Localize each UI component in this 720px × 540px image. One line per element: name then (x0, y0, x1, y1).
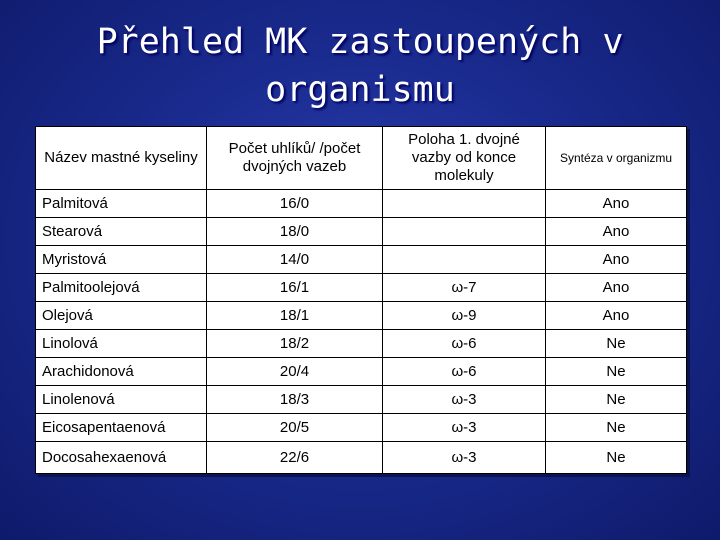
cell-carbon-count: 16/0 (207, 190, 383, 218)
cell-synthesis: Ano (546, 190, 687, 218)
table-row (36, 218, 687, 246)
slide-title (60, 18, 660, 114)
table-row (36, 386, 687, 414)
cell-carbon-count: 18/3 (207, 386, 383, 414)
table-row (36, 274, 687, 302)
cell-double-bond-position: ω-9 (383, 302, 546, 330)
header-synthesis: Syntéza v organizmu (546, 127, 687, 190)
cell-double-bond-position (383, 218, 546, 246)
cell-double-bond-position: ω-6 (383, 358, 546, 386)
cell-name: Myristová (36, 246, 207, 274)
cell-synthesis: Ne (546, 414, 687, 442)
header-name: Název mastné kyseliny (36, 127, 207, 190)
cell-name: Linolová (36, 330, 207, 358)
cell-synthesis: Ano (546, 246, 687, 274)
table-row (36, 358, 687, 386)
table-header-row (36, 127, 687, 190)
header-double-bond-position: Poloha 1. dvojné vazby od konce molekuly (383, 127, 546, 190)
cell-name: Arachidonová (36, 358, 207, 386)
cell-carbon-count: 18/0 (207, 218, 383, 246)
cell-name: Palmitoolejová (36, 274, 207, 302)
cell-carbon-count: 20/4 (207, 358, 383, 386)
table-row (36, 414, 687, 442)
header-carbon-count: Počet uhlíků/ /počet dvojných vazeb (207, 127, 383, 190)
cell-double-bond-position: ω-3 (383, 386, 546, 414)
cell-carbon-count: 20/5 (207, 414, 383, 442)
cell-name: Eicosapentaenová (36, 414, 207, 442)
cell-carbon-count: 16/1 (207, 274, 383, 302)
cell-synthesis: Ano (546, 218, 687, 246)
cell-double-bond-position (383, 190, 546, 218)
table-row (36, 190, 687, 218)
cell-name: Olejová (36, 302, 207, 330)
cell-name: Palmitová (36, 190, 207, 218)
cell-synthesis: Ne (546, 358, 687, 386)
cell-carbon-count: 14/0 (207, 246, 383, 274)
cell-synthesis: Ne (546, 330, 687, 358)
table-row (36, 442, 687, 474)
cell-carbon-count: 18/2 (207, 330, 383, 358)
cell-double-bond-position (383, 246, 546, 274)
cell-name: Docosahexaenová (36, 442, 207, 474)
cell-name: Linolenová (36, 386, 207, 414)
cell-carbon-count: 18/1 (207, 302, 383, 330)
table-row (36, 302, 687, 330)
cell-name: Stearová (36, 218, 207, 246)
cell-synthesis: Ne (546, 386, 687, 414)
cell-double-bond-position: ω-6 (383, 330, 546, 358)
slide-title-line-2: organismu (265, 70, 455, 110)
slide-title-line-1: Přehled MK zastoupených v (96, 22, 624, 62)
cell-synthesis: Ano (546, 274, 687, 302)
table-row (36, 246, 687, 274)
cell-double-bond-position: ω-7 (383, 274, 546, 302)
fatty-acids-table (35, 126, 687, 474)
table-row (36, 330, 687, 358)
cell-double-bond-position: ω-3 (383, 442, 546, 474)
cell-double-bond-position: ω-3 (383, 414, 546, 442)
table-body (36, 190, 687, 474)
cell-carbon-count: 22/6 (207, 442, 383, 474)
cell-synthesis: Ne (546, 442, 687, 474)
cell-synthesis: Ano (546, 302, 687, 330)
